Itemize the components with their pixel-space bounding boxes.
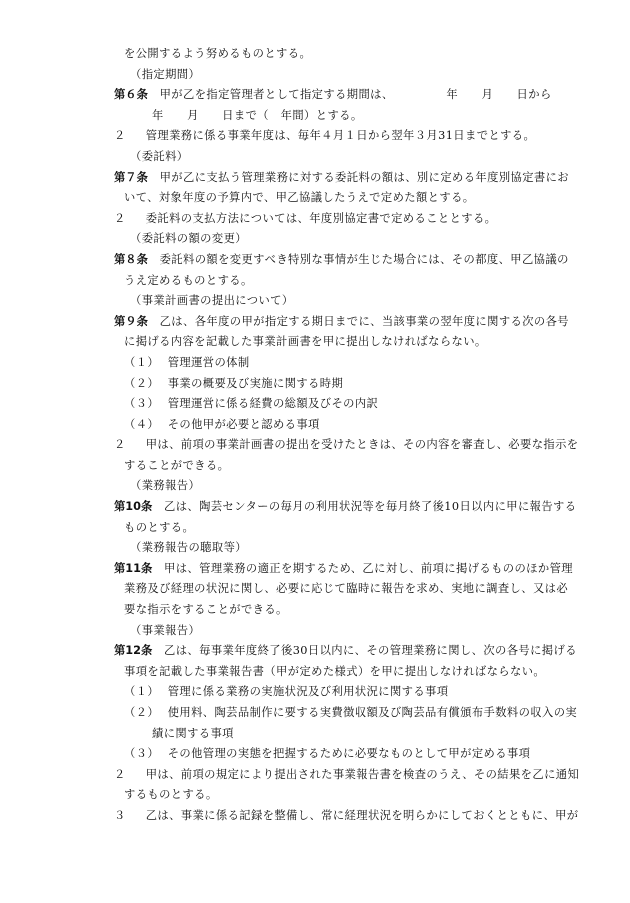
text-line (114, 806, 602, 827)
line-text: （業務報告の聴取等） (130, 541, 247, 555)
text-line (114, 703, 602, 724)
text-line (114, 271, 602, 292)
line-text: 委託料の支払方法については、年度別協定書で定めることとする。 (134, 211, 497, 225)
line-text: することができる。 (124, 458, 230, 472)
paragraph-number: ２ (114, 438, 126, 452)
paragraph-number: ２ (114, 129, 126, 143)
line-text: 甲は、前項の規定により提出された事業報告書を検査のうえ、その結果を乙に通知 (134, 767, 580, 781)
text-line (114, 126, 602, 147)
line-text: 乙は、各年度の甲が指定する期日までに、当該事業の翌年度に関する次の各号 (147, 314, 569, 328)
text-line (114, 435, 602, 456)
article-number: 第７条 (114, 170, 148, 184)
item-number: （２） (124, 706, 160, 719)
line-text: 甲が乙に支払う管理業務に対する委託料の額は、別に定める年度別協定書にお (147, 170, 569, 184)
article-number: 第６条 (114, 88, 148, 102)
line-text: （業務報告） (130, 479, 201, 493)
article-number: 第12条 (114, 644, 153, 658)
line-text: いて、対象年度の予算内で、甲乙協議したうえで定めた額とする。 (124, 191, 475, 205)
text-line (114, 85, 602, 106)
line-text: 甲は、前項の事業計画書の提出を受けたときは、その内容を審査し、必要な指示を (134, 438, 579, 452)
line-text: 甲が乙を指定管理者として指定する期間は、 年 月 日から (147, 88, 552, 102)
line-text: 要な指示をすることができる。 (124, 603, 288, 617)
line-text: 年 月 日まで（ 年間）とする。 (152, 108, 363, 122)
text-line (114, 374, 602, 395)
line-text: 乙は、陶芸センターの毎月の利用状況等を毎月終了後10日以内に甲に報告する (152, 500, 577, 514)
item-number: （４） (124, 417, 160, 431)
line-text: うえ定めるものとする。 (124, 273, 253, 287)
article-heading (114, 621, 602, 642)
item-number: （３） (124, 397, 160, 411)
line-text: 管理運営に係る経費の総額及びその内訳 (156, 397, 379, 411)
line-text: 乙は、毎事業年度終了後30日以内に、その管理業務に関し、次の各号に掲げる (152, 644, 577, 658)
text-line (114, 682, 602, 703)
text-line (114, 394, 602, 415)
line-text: 甲は、管理業務の適正を期するため、乙に対し、前項に掲げるもののほか管理 (152, 561, 573, 575)
line-text: （指定期間） (130, 67, 201, 81)
text-line (114, 353, 602, 374)
text-line (114, 415, 602, 436)
article-heading (114, 538, 602, 559)
text-line (114, 250, 602, 271)
article-number: 第９条 (114, 314, 148, 328)
item-number: （３） (124, 747, 160, 761)
line-text: （事業報告） (130, 623, 201, 637)
text-line (114, 518, 602, 539)
text-line (114, 44, 602, 65)
line-text: を公開するよう努めるものとする。 (124, 47, 312, 60)
text-line (114, 106, 602, 127)
line-text: 事項を記載した事業報告書（甲が定めた様式）を甲に提出しなければならない。 (124, 664, 546, 678)
text-line (114, 579, 602, 600)
text-line (114, 559, 602, 580)
text-line (114, 662, 602, 683)
article-heading (114, 65, 602, 86)
text-line (114, 497, 602, 518)
line-text: 績に関する事項 (152, 726, 234, 740)
article-heading (114, 476, 602, 497)
text-line (114, 456, 602, 477)
line-text: （委託料の額の変更） (130, 232, 247, 246)
paragraph-number: ２ (114, 211, 126, 225)
line-text: 委託料の額を変更すべき特別な事情が生じた場合には、その都度、甲乙協議の (147, 252, 569, 266)
line-text: ものとする。 (124, 520, 195, 534)
line-text: その他管理の実態を把握するために必要なものとして甲が定める事項 (156, 747, 531, 761)
text-line (114, 641, 602, 662)
article-number: 第８条 (114, 252, 148, 266)
item-number: （１） (124, 355, 160, 369)
text-line (114, 765, 602, 786)
item-number: （１） (124, 685, 160, 699)
line-text: 事業の概要及び実施に関する時期 (156, 376, 344, 390)
paragraph-number: ３ (114, 808, 126, 822)
line-text: 管理運営の体制 (156, 355, 250, 369)
text-line (114, 744, 602, 765)
line-text: 乙は、事業に係る記録を整備し、常に経理状況を明らかにしておくとともに、甲が (134, 808, 579, 822)
line-text: 使用料、陶芸品制作に要する実費徴収額及び陶芸品有償頒布手数料の収入の実 (156, 706, 578, 719)
line-text: その他甲が必要と認める事項 (156, 417, 320, 431)
text-line (114, 600, 602, 621)
paragraph-number: ２ (114, 767, 126, 781)
article-heading (114, 147, 602, 168)
line-text: （事業計画書の提出について） (130, 294, 294, 308)
text-line (114, 188, 602, 209)
text-line (114, 724, 602, 745)
text-line (114, 312, 602, 333)
article-number: 第11条 (114, 561, 153, 575)
text-line (114, 785, 602, 806)
article-heading (114, 291, 602, 312)
line-text: （委託料） (130, 149, 189, 163)
line-text: 業務及び経理の状況に関し、必要に応じて臨時に報告を求め、実地に調査し、又は必 (124, 582, 569, 596)
line-text: 管理に係る業務の実施状況及び利用状況に関する事項 (156, 685, 449, 699)
line-text: に掲げる内容を記載した事業計画書を甲に提出しなければならない。 (124, 335, 487, 349)
line-text: するものとする。 (124, 788, 218, 802)
article-number: 第10条 (114, 500, 153, 514)
text-line (114, 168, 602, 189)
item-number: （２） (124, 376, 160, 390)
text-line (114, 332, 602, 353)
article-heading (114, 229, 602, 250)
line-text: 管理業務に係る事業年度は、毎年４月１日から翌年３月31日までとする。 (134, 129, 536, 143)
text-line (114, 209, 602, 230)
